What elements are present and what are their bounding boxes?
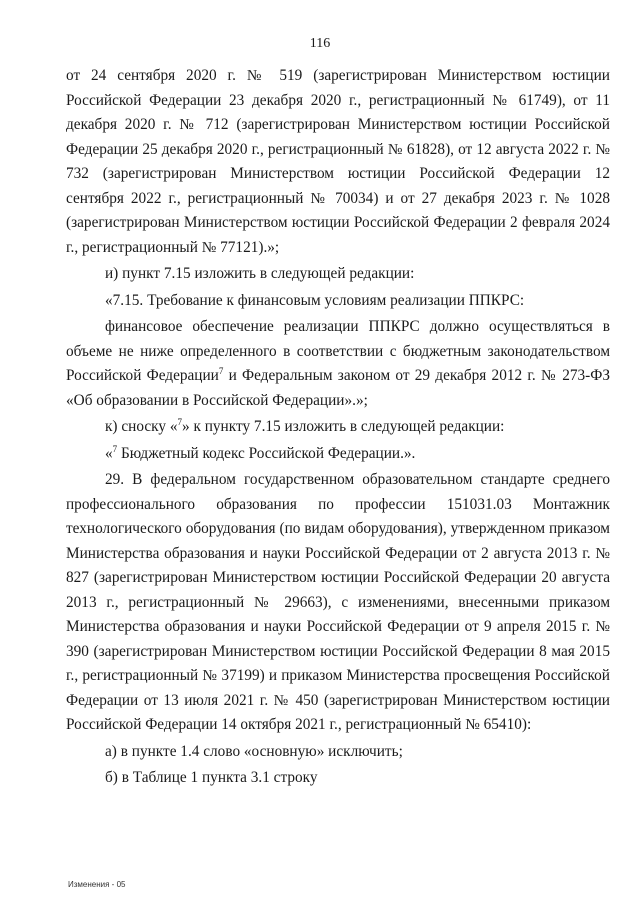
document-body (66, 64, 610, 791)
paragraph-footnote-text (66, 442, 610, 467)
footnote-marker: 7 (112, 443, 118, 454)
footer-label: Изменения - 05 (68, 880, 126, 889)
paragraph-text: и Федеральным законом от 29 декабря 2012 г. № 273-ФЗ «Об образовании в Российской Федерации».»; (66, 367, 610, 409)
paragraph-item-i: и) пункт 7.15 изложить в следующей редакции: (105, 265, 415, 282)
page-number: 116 (309, 36, 331, 51)
paragraph-text: Бюджетный кодекс Российской Федерации.». (117, 444, 416, 462)
footnote-marker: 7 (218, 366, 224, 376)
paragraph-7-15-heading: «7.15. Требование к финансовым условиям реализации ППКРС: (105, 291, 525, 309)
paragraph-financial-support (66, 315, 610, 413)
paragraph-text: к) сноску « (105, 418, 178, 435)
paragraph-item-a: а) в пункте 1.4 слово «основную» исключить; (105, 742, 403, 760)
paragraph-item-b: б) в Таблице 1 пункта 3.1 строку (105, 769, 318, 786)
paragraph-amendment-dates: от 24 сентября 2020 г. № 519 (зарегистрирован Министерством юстиции Российской Федерации 23 декабря 2020 г., регистрационный № 61749), от 11 декабря 2020 г. № 712 (зарегистрирован Министерством юстиции Российской Федерации 25 декабря 2020 г., регистрационный № 61828), от 12 августа 2022 г. № 732 (зарегистрирован Министерством юстиции Российской Федерации 12 сентября 2022 г., регистрационный № 70034) и от 27 декабря 2023 г. № 1028 (зарегистрирован Министерством юстиции Российской Федерации 2 февраля 2024 г., регистрационный № 77121).»; (66, 67, 610, 256)
paragraph-text: » к пункту 7.15 изложить в следующей редакции: (181, 418, 505, 435)
paragraph-text: « (105, 444, 113, 462)
paragraph-section-29: 29. В федеральном государственном образовательном стандарте среднего профессионального образования по профессии 151031.03 Монтажник технологического оборудования (по видам оборудования), утвержденном приказом Министерства образования и науки Российской Федерации от 2 августа 2013 г. № 827 (зарегистрирован Министерством юстиции Российской Федерации 20 августа 2013 г., регистрационный № 29663), с изменениями, внесенными приказом Министерства образования и науки Российской Федерации от 9 апреля 2015 г. № 390 (зарегистрирован Министерством юстиции Российской Федерации 8 мая 2015 г., регистрационный № 37199) и приказом Министерства просвещения Российской Федерации от 13 июля 2021 г. № 450 (зарегистрирован Министерством юстиции Российской Федерации 14 октября 2021 г., регистрационный № 65410): (66, 471, 610, 733)
paragraph-item-k (66, 415, 610, 440)
footnote-marker: 7 (177, 417, 182, 427)
paragraph-text: финансовое обеспечение реализации ППКРС должно осуществляться в объеме не ниже определенного в соответствии с бюджетным законодательством Российской Федерации (66, 318, 610, 384)
